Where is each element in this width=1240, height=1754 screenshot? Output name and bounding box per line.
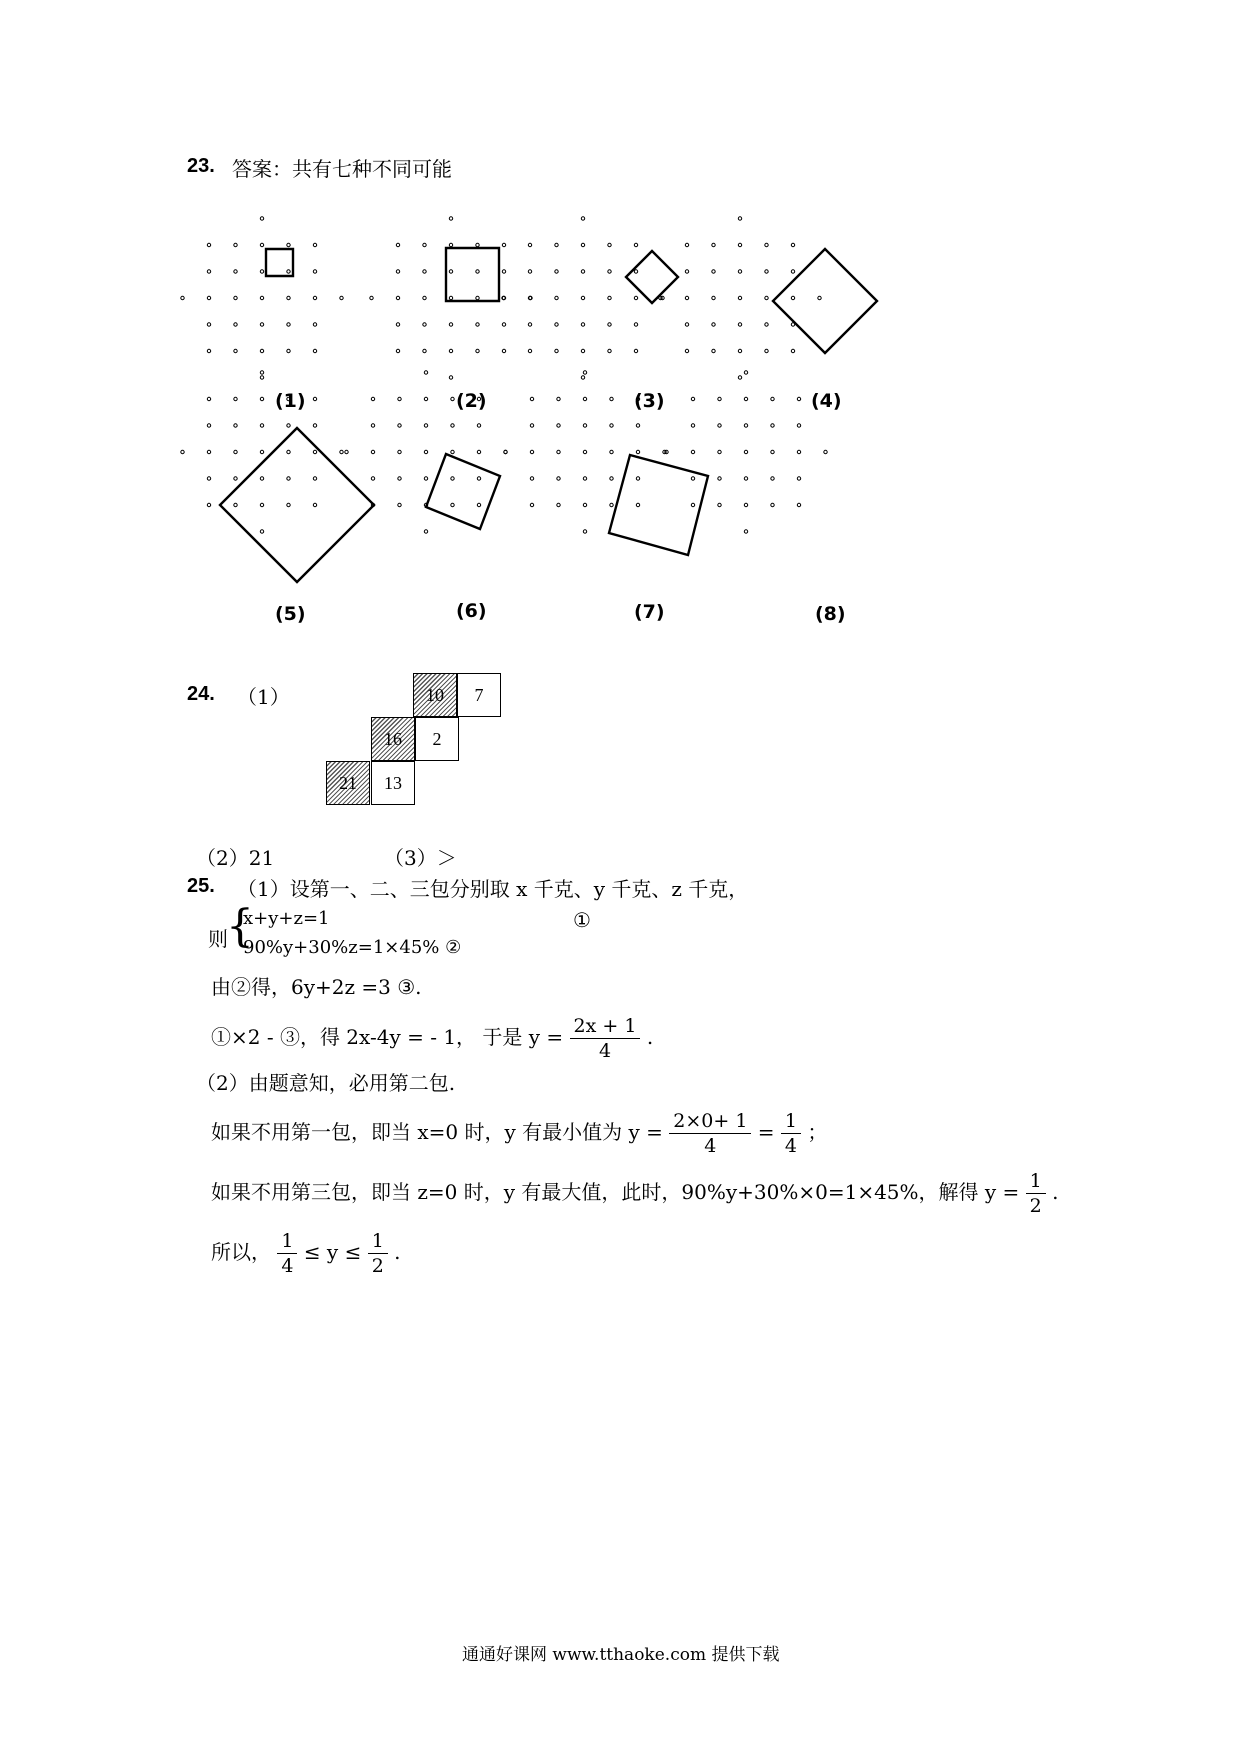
line4-end: . (646, 1025, 654, 1049)
fraction-upper (368, 1230, 388, 1277)
square-5 (220, 428, 374, 582)
grid-dot (371, 397, 374, 400)
grid-dot (260, 503, 263, 506)
grid-dot (424, 371, 427, 374)
grid-dot (313, 323, 316, 326)
grid-dot (396, 349, 399, 352)
fraction-one-quarter (781, 1110, 801, 1157)
grid-dot (557, 503, 560, 506)
grid-dot (818, 296, 821, 299)
grid-dot (530, 397, 533, 400)
grid-dot (260, 323, 263, 326)
grid-dot (398, 503, 401, 506)
dot-grid-3 (502, 217, 664, 379)
grid-dot (718, 397, 721, 400)
grid-dot (260, 530, 263, 533)
grid-dot (530, 424, 533, 427)
square-2 (446, 248, 499, 301)
grid-dot (583, 503, 586, 506)
q24-part1: （1） (237, 685, 290, 709)
grid-dot (528, 270, 531, 273)
grid-dot (260, 349, 263, 352)
grid-dot (528, 349, 531, 352)
grid-dot (287, 450, 290, 453)
grid-dot (181, 450, 184, 453)
grid-dot (738, 243, 741, 246)
grid-dot (610, 397, 613, 400)
grid-dot (207, 450, 210, 453)
q25-eq1: x+y+z=1 (243, 908, 330, 929)
grid-dot (583, 371, 586, 374)
grid-dot (791, 296, 794, 299)
grid-dot (765, 243, 768, 246)
grid-dot (424, 450, 427, 453)
frac-den: 2 (1029, 1195, 1042, 1217)
grid-dot (451, 503, 454, 506)
line6-eq: = (757, 1120, 775, 1144)
grid-dot (451, 424, 454, 427)
grid-dot (260, 450, 263, 453)
grid-dot (555, 270, 558, 273)
q25-line7 (211, 1170, 1058, 1217)
grid-dot (581, 323, 584, 326)
grid-dot (207, 397, 210, 400)
cell-7: 7 (457, 673, 501, 717)
grid-dot (340, 296, 343, 299)
grid-dot (608, 270, 611, 273)
grid-dot (424, 530, 427, 533)
cell-16: 16 (371, 717, 415, 761)
grid-dot (207, 477, 210, 480)
grid-dot (583, 397, 586, 400)
cell-2: 2 (415, 717, 459, 761)
grid-dot (396, 270, 399, 273)
grid-dot (771, 424, 774, 427)
fraction-2x-plus-1-over-4 (570, 1015, 641, 1062)
q25-eq1-mark: ① (573, 908, 591, 932)
grid-dot (581, 376, 584, 379)
grid-dot (685, 349, 688, 352)
q24-part2: （2）21 (196, 846, 275, 870)
grid-dot (738, 376, 741, 379)
grid-dot (555, 296, 558, 299)
grid-dot (765, 323, 768, 326)
grid-dot (744, 371, 747, 374)
q25-line1: （1）设第一、二、三包分别取 x 千克、y 千克、z 千克， (237, 877, 749, 901)
grid-dot (181, 296, 184, 299)
grid-dot (771, 503, 774, 506)
dot-grid-4 (659, 217, 821, 379)
grid-dot (207, 349, 210, 352)
q23-figures (0, 0, 1240, 640)
grid-dot (718, 450, 721, 453)
grid-dot (313, 243, 316, 246)
grid-dot (557, 450, 560, 453)
grid-dot (712, 323, 715, 326)
grid-dot (396, 296, 399, 299)
grid-dot (287, 477, 290, 480)
grid-dot (449, 243, 452, 246)
dot-grid-1 (181, 217, 343, 379)
grid-dot (234, 243, 237, 246)
grid-dot (476, 243, 479, 246)
grid-dot (581, 270, 584, 273)
grid-dot (260, 296, 263, 299)
grid-dot (234, 296, 237, 299)
grid-dot (636, 424, 639, 427)
line7-text: 如果不用第三包，即当 z=0 时，y 有最大值，此时，90%y+30%×0=1×45%，解得 y = (211, 1180, 1020, 1204)
grid-dot (234, 270, 237, 273)
fraction-one-half (1026, 1170, 1046, 1217)
grid-dot (207, 503, 210, 506)
q25-number: 25. (187, 875, 215, 897)
grid-dot (636, 477, 639, 480)
q25-line6 (211, 1110, 827, 1157)
grid-dot (555, 323, 558, 326)
grid-dot (476, 296, 479, 299)
grid-dot (744, 503, 747, 506)
figure-label-2: (2) (456, 390, 487, 412)
grid-dot (738, 323, 741, 326)
grid-dot (260, 376, 263, 379)
grid-dot (449, 270, 452, 273)
grid-dot (451, 397, 454, 400)
grid-dot (824, 450, 827, 453)
grid-dot (691, 450, 694, 453)
grid-dot (398, 450, 401, 453)
grid-dot (234, 424, 237, 427)
line8-end: . (394, 1240, 401, 1264)
frac-den: 4 (598, 1040, 612, 1062)
grid-dot (771, 477, 774, 480)
grid-dot (424, 397, 427, 400)
q25-eq2: 90%y+30%z=1×45% ② (243, 937, 462, 958)
grid-dot (502, 270, 505, 273)
grid-dot (477, 450, 480, 453)
grid-dot (260, 397, 263, 400)
grid-dot (313, 270, 316, 273)
grid-dot (610, 424, 613, 427)
grid-dot (313, 477, 316, 480)
grid-dot (371, 450, 374, 453)
grid-dot (636, 503, 639, 506)
grid-dot (581, 243, 584, 246)
grid-dot (424, 424, 427, 427)
dot-grid-2 (370, 217, 532, 379)
grid-dot (581, 296, 584, 299)
grid-dot (691, 477, 694, 480)
grid-dot (449, 217, 452, 220)
grid-dot (797, 424, 800, 427)
grid-dot (449, 349, 452, 352)
grid-dot (797, 477, 800, 480)
grid-dot (477, 424, 480, 427)
grid-dot (581, 217, 584, 220)
grid-dot (608, 349, 611, 352)
dot-grid-5 (181, 371, 343, 533)
grid-dot (234, 397, 237, 400)
grid-dot (476, 323, 479, 326)
figure-label-8: (8) (815, 603, 846, 625)
grid-dot (451, 477, 454, 480)
grid-dot (636, 450, 639, 453)
grid-dot (260, 217, 263, 220)
grid-dot (207, 243, 210, 246)
grid-dot (744, 530, 747, 533)
grid-dot (313, 296, 316, 299)
grid-dot (260, 270, 263, 273)
grid-dot (608, 296, 611, 299)
frac-num: 2×0+ 1 (669, 1110, 751, 1134)
grid-dot (608, 243, 611, 246)
grid-dot (685, 323, 688, 326)
grid-dot (685, 270, 688, 273)
grid-dot (555, 349, 558, 352)
figure-label-6: (6) (456, 600, 487, 622)
grid-dot (477, 503, 480, 506)
cell-10: 10 (413, 673, 457, 717)
figure-label-3: (3) (634, 390, 665, 412)
grid-dot (771, 450, 774, 453)
grid-dot (260, 424, 263, 427)
grid-dot (423, 323, 426, 326)
grid-dot (313, 397, 316, 400)
grid-dot (476, 349, 479, 352)
grid-dot (260, 477, 263, 480)
grid-dot (583, 530, 586, 533)
grid-dot (555, 243, 558, 246)
line4-text: ①×2 - ③，得 2x-4y = - 1， 于是 y = (211, 1025, 564, 1049)
page-footer: 通通好课网 www.tthaoke.com 提供下载 (462, 1645, 780, 1665)
grid-dot (610, 450, 613, 453)
q23-number: 23. (187, 155, 215, 177)
grid-dot (791, 349, 794, 352)
grid-dot (738, 217, 741, 220)
q25-line3: 由②得，6y+2z =3 ③. (211, 975, 422, 999)
grid-dot (581, 349, 584, 352)
grid-dot (423, 296, 426, 299)
grid-dot (738, 296, 741, 299)
fraction-min (669, 1110, 751, 1157)
grid-dot (791, 243, 794, 246)
grid-dot (234, 349, 237, 352)
grid-dot (502, 323, 505, 326)
grid-dot (207, 424, 210, 427)
grid-dot (765, 296, 768, 299)
grid-dot (423, 243, 426, 246)
grid-dot (502, 243, 505, 246)
grid-dot (771, 397, 774, 400)
frac-num: 1 (277, 1230, 297, 1254)
grid-dot (371, 424, 374, 427)
grid-dot (398, 424, 401, 427)
frac-num: 2x + 1 (570, 1015, 641, 1039)
cell-13: 13 (371, 761, 415, 805)
grid-dot (691, 503, 694, 506)
grid-dot (313, 503, 316, 506)
grid-dot (370, 296, 373, 299)
grid-dot (583, 477, 586, 480)
q24-part3: （3）＞ (384, 846, 457, 870)
grid-dot (260, 371, 263, 374)
grid-dot (797, 450, 800, 453)
grid-dot (744, 424, 747, 427)
grid-dot (718, 424, 721, 427)
line7-end: . (1052, 1180, 1059, 1204)
grid-dot (791, 270, 794, 273)
grid-dot (207, 296, 210, 299)
grid-dot (260, 243, 263, 246)
square-6 (426, 454, 500, 529)
frac-den: 2 (371, 1255, 384, 1277)
line8-text: 所以， (211, 1240, 271, 1264)
grid-dot (476, 270, 479, 273)
grid-dot (340, 450, 343, 453)
grid-dot (634, 270, 637, 273)
grid-dot (685, 296, 688, 299)
line6-text: 如果不用第一包，即当 x=0 时，y 有最小值为 y = (211, 1120, 663, 1144)
grid-dot (712, 349, 715, 352)
square-7 (609, 455, 708, 555)
square-3 (626, 251, 678, 303)
grid-dot (528, 243, 531, 246)
grid-dot (718, 477, 721, 480)
q24-number: 24. (187, 683, 215, 705)
grid-dot (234, 323, 237, 326)
q25-part2-intro: （2）由题意知，必用第二包. (196, 1071, 456, 1095)
grid-dot (691, 424, 694, 427)
grid-dot (424, 477, 427, 480)
grid-dot (234, 450, 237, 453)
square-1 (266, 249, 293, 276)
grid-dot (634, 323, 637, 326)
system-brace: { (226, 901, 254, 952)
grid-dot (685, 243, 688, 246)
grid-dot (207, 323, 210, 326)
grid-dot (634, 243, 637, 246)
grid-dot (797, 397, 800, 400)
grid-dot (718, 503, 721, 506)
figure-label-5: (5) (275, 603, 306, 625)
fraction-lower (277, 1230, 297, 1277)
grid-dot (449, 323, 452, 326)
grid-dot (528, 323, 531, 326)
grid-dot (345, 450, 348, 453)
frac-num: 1 (368, 1230, 388, 1254)
grid-dot (557, 424, 560, 427)
grid-dot (423, 349, 426, 352)
frac-den: 4 (704, 1135, 717, 1157)
grid-dot (207, 270, 210, 273)
grid-dot (287, 349, 290, 352)
grid-dot (530, 450, 533, 453)
grid-dot (396, 323, 399, 326)
figure-label-1: (1) (275, 390, 306, 412)
grid-dot (744, 397, 747, 400)
grid-dot (583, 450, 586, 453)
grid-dot (313, 424, 316, 427)
grid-dot (313, 349, 316, 352)
line6-end: ； (807, 1120, 828, 1144)
grid-dot (234, 477, 237, 480)
grid-dot (765, 270, 768, 273)
grid-dot (398, 477, 401, 480)
dot-grid-8 (665, 371, 827, 533)
cell-21: 21 (326, 761, 370, 805)
grid-dot (287, 503, 290, 506)
grid-dot (583, 424, 586, 427)
grid-dot (797, 503, 800, 506)
grid-dot (610, 503, 613, 506)
grid-dot (608, 323, 611, 326)
grid-dot (451, 450, 454, 453)
line8-mid: ≤ y ≤ (303, 1240, 362, 1264)
grid-dot (530, 503, 533, 506)
grid-dot (449, 296, 452, 299)
grid-dot (744, 450, 747, 453)
figure-label-7: (7) (634, 601, 665, 623)
grid-dot (287, 243, 290, 246)
square-4 (773, 249, 877, 353)
grid-dot (712, 270, 715, 273)
grid-dot (423, 270, 426, 273)
q25-line8 (211, 1230, 401, 1277)
grid-dot (313, 450, 316, 453)
q25-line4 (211, 1015, 653, 1062)
frac-den: 4 (784, 1135, 797, 1157)
grid-dot (738, 349, 741, 352)
grid-dot (396, 243, 399, 246)
grid-dot (610, 477, 613, 480)
grid-dot (371, 477, 374, 480)
grid-dot (712, 243, 715, 246)
grid-dot (449, 376, 452, 379)
figure-label-4: (4) (811, 390, 842, 412)
q23-answer: 答案：共有七种不同可能 (232, 157, 452, 181)
grid-dot (287, 424, 290, 427)
grid-dot (557, 397, 560, 400)
grid-dot (504, 450, 507, 453)
grid-dot (738, 270, 741, 273)
grid-dot (234, 503, 237, 506)
grid-dot (287, 296, 290, 299)
frac-num: 1 (781, 1110, 801, 1134)
frac-num: 1 (1026, 1170, 1046, 1194)
grid-dot (691, 397, 694, 400)
grid-dot (287, 323, 290, 326)
grid-dot (744, 477, 747, 480)
frac-den: 4 (281, 1255, 294, 1277)
grid-dot (712, 296, 715, 299)
grid-dot (502, 349, 505, 352)
grid-dot (634, 296, 637, 299)
grid-dot (530, 477, 533, 480)
grid-dot (634, 349, 637, 352)
q25-then: 则 (208, 927, 228, 951)
grid-dot (765, 349, 768, 352)
grid-dot (557, 477, 560, 480)
grid-dot (477, 477, 480, 480)
grid-dot (287, 270, 290, 273)
grid-dot (398, 397, 401, 400)
